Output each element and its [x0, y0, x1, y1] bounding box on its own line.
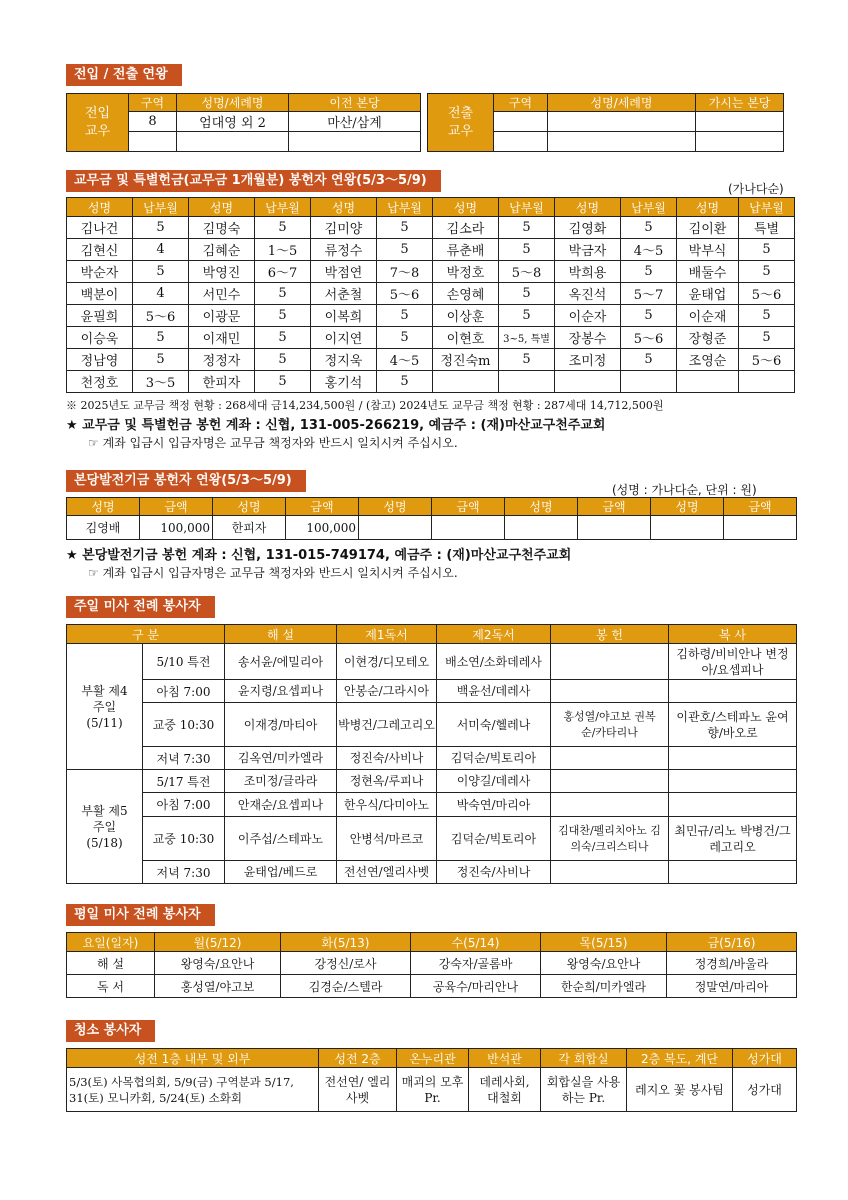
table-row: [67, 371, 795, 393]
volunteer-cell: [551, 861, 669, 884]
donor-name: 조미정: [555, 349, 621, 371]
volunteer-cell: [551, 793, 669, 817]
table-row: [67, 680, 797, 703]
col-header-name: 성명: [67, 198, 133, 217]
transfer-out-label: 전출 교우: [428, 94, 494, 152]
donor-name: 박정호: [433, 261, 499, 283]
mass-time: 아침 7:00: [143, 793, 225, 817]
volunteer-cell: 김경순/스텔라: [281, 975, 411, 998]
volunteer-cell: 김대찬/펠리치아노 김의숙/크리스티나: [551, 817, 669, 861]
donor-name: [505, 516, 578, 540]
sunday-header: 주일 미사 전례 봉사자: [66, 596, 215, 618]
mass-time: 아침 7:00: [143, 680, 225, 703]
col-header-month: 납부월: [739, 198, 795, 217]
paid-month: 5: [133, 327, 189, 349]
volunteer-cell: 정현옥/루피나: [337, 770, 437, 793]
col-header-month: 납부월: [255, 198, 311, 217]
paid-month: 5～6: [133, 305, 189, 327]
volunteer-cell: 한순희/미카엘라: [541, 975, 667, 998]
col-header: 성전 1층 내부 및 외부: [67, 1049, 319, 1068]
table-row: [67, 239, 795, 261]
paid-month: 5: [499, 305, 555, 327]
col-header-name: 성명: [213, 498, 286, 516]
col-header-month: 납부월: [377, 198, 433, 217]
col-header-name: 성명: [651, 498, 724, 516]
donor-name: 박부식: [677, 239, 739, 261]
volunteer-cell: 윤지령/요셉피나: [225, 680, 337, 703]
cleaning-table: [66, 1048, 797, 1112]
table-row: [67, 770, 797, 793]
cell: 마산/삼계: [289, 112, 421, 132]
col-header-amount: 금액: [140, 498, 213, 516]
paid-month: 5: [621, 305, 677, 327]
paid-month: 5: [621, 217, 677, 239]
volunteer-cell: 이재경/마티아: [225, 703, 337, 747]
table-row: [67, 644, 797, 680]
donor-name: 박순자: [67, 261, 133, 283]
paid-month: 5: [377, 327, 433, 349]
row-label: 독 서: [67, 975, 155, 998]
donor-name: 류춘배: [433, 239, 499, 261]
donor-name: 이순자: [555, 305, 621, 327]
paid-month: 5: [739, 327, 795, 349]
table-row: [67, 861, 797, 884]
col-header-amount: 금액: [578, 498, 651, 516]
col-header-name: 성명: [677, 198, 739, 217]
fee-footnote: ※ 2025년도 교무금 책정 현황 : 268세대 금14,234,500원 / (참고) 2024년도 교무금 책정 현황 : 287세대 14,712,500원: [66, 399, 664, 412]
col-header-month: 납부월: [499, 198, 555, 217]
donation-amount: [432, 516, 505, 540]
volunteer-cell: 박병건/그레고리오: [337, 703, 437, 747]
donor-name: 박영진: [189, 261, 255, 283]
col-header-name: 성명: [433, 198, 499, 217]
col-header: 각 회합실: [541, 1049, 627, 1068]
altar-server-cell: [669, 861, 797, 884]
volunteer-cell: 조미정/글라라: [225, 770, 337, 793]
donor-name: 이복희: [311, 305, 377, 327]
donor-name: 정지욱: [311, 349, 377, 371]
paid-month: 5: [133, 261, 189, 283]
col-header: 구역: [494, 94, 548, 112]
col-header: 가시는 본당: [696, 94, 784, 112]
volunteer-cell: 이현경/디모테오: [337, 644, 437, 680]
donor-name: 한피자: [213, 516, 286, 540]
table-row: [67, 283, 795, 305]
volunteer-cell: 안봉순/그라시아: [337, 680, 437, 703]
donor-name: 김영배: [67, 516, 140, 540]
mass-time: 교중 10:30: [143, 817, 225, 861]
volunteer-cell: [551, 644, 669, 680]
paid-month: 4: [133, 239, 189, 261]
table-row: [67, 1068, 797, 1112]
volunteer-cell: [551, 747, 669, 770]
altar-server-cell: 이관호/스테파노 윤여향/바오로: [669, 703, 797, 747]
donor-name: 정남영: [67, 349, 133, 371]
paid-month: 4: [133, 283, 189, 305]
volunteer-cell: 송서윤/에밀리아: [225, 644, 337, 680]
volunteer-cell: 박숙연/마리아: [437, 793, 551, 817]
donation-amount: 100,000: [140, 516, 213, 540]
donor-name: [677, 371, 739, 393]
paid-month: 5: [255, 283, 311, 305]
donor-name: 김혜순: [189, 239, 255, 261]
cleaning-cell: 레지오 꽃 봉사팀: [627, 1068, 733, 1112]
fee-account: ★ 교무금 및 특별헌금 봉헌 계좌 : 신협, 131-005-266219, 예금주 : (재)마산교구천주교회: [66, 418, 606, 433]
paid-month: 1～5: [255, 239, 311, 261]
col-header: 요일(일자): [67, 933, 155, 952]
col-header-name: 성명: [311, 198, 377, 217]
fee-account-note: ☞ 계좌 입금시 입금자명은 교무금 책정자와 반드시 일치시켜 주십시오.: [88, 436, 458, 450]
donor-name: 이순재: [677, 305, 739, 327]
dev-header: 본당발전기금 봉헌자 연왕(5/3～5/9): [66, 470, 306, 492]
altar-server-cell: [669, 747, 797, 770]
cell: [548, 112, 696, 132]
paid-month: 4～5: [621, 239, 677, 261]
col-header: 제1독서: [337, 625, 437, 644]
volunteer-cell: 안재순/요셉피나: [225, 793, 337, 817]
donor-name: 백분이: [67, 283, 133, 305]
col-header: 성명/세례명: [548, 94, 696, 112]
volunteer-cell: 김덕순/빅토리아: [437, 817, 551, 861]
col-header: 성전 2층: [319, 1049, 397, 1068]
donor-name: 옥진석: [555, 283, 621, 305]
paid-month: 5: [739, 261, 795, 283]
col-header-name: 성명: [505, 498, 578, 516]
volunteer-cell: 백윤선/데레사: [437, 680, 551, 703]
fee-table: [66, 197, 795, 393]
transfer-out-table: [427, 93, 784, 152]
volunteer-cell: 김옥연/미카엘라: [225, 747, 337, 770]
col-header-name: 성명: [189, 198, 255, 217]
donation-amount: [724, 516, 797, 540]
volunteer-cell: 홍성열/야고보 권복순/카타리나: [551, 703, 669, 747]
col-header: 목(5/15): [541, 933, 667, 952]
paid-month: 5: [255, 349, 311, 371]
donor-name: 홍기석: [311, 371, 377, 393]
col-header: 봉 헌: [551, 625, 669, 644]
donor-name: 한피자: [189, 371, 255, 393]
paid-month: 5: [739, 239, 795, 261]
donor-name: 배둘수: [677, 261, 739, 283]
paid-month: 5: [499, 217, 555, 239]
table-row: [67, 349, 795, 371]
col-header: 구역: [129, 94, 177, 112]
cell: 8: [129, 112, 177, 132]
cell: 엄대영 외 2: [177, 112, 289, 132]
paid-month: 5: [255, 327, 311, 349]
paid-month: 6～7: [255, 261, 311, 283]
sunday-label: 부활 제5주일 (5/18): [67, 770, 143, 884]
col-header: 성명/세례명: [177, 94, 289, 112]
donor-name: [359, 516, 432, 540]
mass-time: 5/17 특전: [143, 770, 225, 793]
volunteer-cell: 윤태업/베드로: [225, 861, 337, 884]
col-header-name: 성명: [67, 498, 140, 516]
paid-month: 5: [255, 305, 311, 327]
altar-server-cell: 최민규/리노 박병건/그레고리오: [669, 817, 797, 861]
mass-time: 5/10 특전: [143, 644, 225, 680]
col-header: 2층 복도, 계단: [627, 1049, 733, 1068]
dev-unit-note: (성명 : 가나다순, 단위 : 원): [612, 483, 757, 497]
paid-month: 5: [377, 217, 433, 239]
volunteer-cell: [551, 770, 669, 793]
col-header-amount: 금액: [286, 498, 359, 516]
col-header-amount: 금액: [724, 498, 797, 516]
table-row: [67, 516, 797, 540]
donor-name: 이지연: [311, 327, 377, 349]
donor-name: 서민수: [189, 283, 255, 305]
volunteer-cell: 안병석/마르코: [337, 817, 437, 861]
donor-name: 김이환: [677, 217, 739, 239]
table-row: [67, 975, 797, 998]
table-row: [67, 817, 797, 861]
cleaning-cell: 회합실을 사용하는 Pr.: [541, 1068, 627, 1112]
dev-account: ★ 본당발전기금 봉헌 계좌 : 신협, 131-015-749174, 예금주 : (재)마산교구천주교회: [66, 548, 572, 563]
col-header: 반석관: [469, 1049, 541, 1068]
cell: [696, 132, 784, 152]
donor-name: [433, 371, 499, 393]
donor-name: 김미양: [311, 217, 377, 239]
volunteer-cell: 전선연/엘리사벳: [337, 861, 437, 884]
volunteer-cell: 정말연/마리아: [667, 975, 797, 998]
paid-month: 5: [377, 371, 433, 393]
donor-name: 윤필희: [67, 305, 133, 327]
paid-month: 5: [499, 239, 555, 261]
transfer-in-table: [66, 93, 421, 152]
donor-name: 박점연: [311, 261, 377, 283]
row-label: 해 설: [67, 952, 155, 975]
paid-month: 5: [133, 349, 189, 371]
volunteer-cell: 왕영숙/요안나: [155, 952, 281, 975]
volunteer-cell: 왕영숙/요안나: [541, 952, 667, 975]
donation-amount: [578, 516, 651, 540]
paid-month: 3～5: [133, 371, 189, 393]
col-header: 구 분: [67, 625, 225, 644]
donor-name: 박희용: [555, 261, 621, 283]
volunteer-cell: 서미숙/헬레나: [437, 703, 551, 747]
volunteer-cell: 이양길/데레사: [437, 770, 551, 793]
donor-name: 윤태업: [677, 283, 739, 305]
donor-name: 이현호: [433, 327, 499, 349]
col-header: 온누리관: [397, 1049, 469, 1068]
cell: [289, 132, 421, 152]
paid-month: 7～8: [377, 261, 433, 283]
volunteer-cell: 공육수/마리안나: [411, 975, 541, 998]
donor-name: 이광문: [189, 305, 255, 327]
donor-name: 이재민: [189, 327, 255, 349]
cleaning-header: 청소 봉사자: [66, 1020, 155, 1042]
donor-name: 장봉수: [555, 327, 621, 349]
donation-amount: 100,000: [286, 516, 359, 540]
table-row: [67, 793, 797, 817]
volunteer-cell: 홍성열/야고보: [155, 975, 281, 998]
donor-name: 김나건: [67, 217, 133, 239]
donor-name: 서춘철: [311, 283, 377, 305]
header-row: [67, 1049, 797, 1068]
donor-name: 이상훈: [433, 305, 499, 327]
header-row: [67, 933, 797, 952]
donor-name: 이승욱: [67, 327, 133, 349]
volunteer-cell: 김덕순/빅토리아: [437, 747, 551, 770]
fee-order-note: (가나다순): [728, 182, 784, 196]
paid-month: [621, 371, 677, 393]
paid-month: 3~5, 특별: [499, 327, 555, 349]
transfer-in-label: 전입 교우: [67, 94, 129, 152]
paid-month: 5: [499, 349, 555, 371]
paid-month: 5～6: [377, 283, 433, 305]
paid-month: 특별: [739, 217, 795, 239]
altar-server-cell: [669, 793, 797, 817]
paid-month: 5～8: [499, 261, 555, 283]
donor-name: 김명숙: [189, 217, 255, 239]
donor-name: [555, 371, 621, 393]
weekday-mass-table: [66, 932, 797, 998]
paid-month: 5: [255, 371, 311, 393]
paid-month: 5～6: [739, 283, 795, 305]
donor-name: 김영화: [555, 217, 621, 239]
paid-month: [739, 371, 795, 393]
col-header: 월(5/12): [155, 933, 281, 952]
volunteer-cell: 한우식/다미아노: [337, 793, 437, 817]
cell: [696, 112, 784, 132]
donor-name: 김소라: [433, 217, 499, 239]
paid-month: 5: [133, 217, 189, 239]
donor-name: 류정수: [311, 239, 377, 261]
paid-month: 4～5: [377, 349, 433, 371]
donor-name: 천정호: [67, 371, 133, 393]
paid-month: 5: [621, 261, 677, 283]
sunday-label: 부활 제4주일 (5/11): [67, 644, 143, 770]
altar-server-cell: 김하령/비비안나 변정아/요셉피나: [669, 644, 797, 680]
cell: [494, 132, 548, 152]
donor-name: 조영순: [677, 349, 739, 371]
col-header: 화(5/13): [281, 933, 411, 952]
paid-month: 5: [255, 217, 311, 239]
table-row: [67, 217, 795, 239]
altar-server-cell: [669, 680, 797, 703]
sunday-mass-table: [66, 624, 797, 884]
paid-month: 5: [377, 305, 433, 327]
donor-name: 정진숙m: [433, 349, 499, 371]
mass-time: 교중 10:30: [143, 703, 225, 747]
cell: [494, 112, 548, 132]
paid-month: 5: [621, 349, 677, 371]
paid-month: 5～7: [621, 283, 677, 305]
col-header: 성가대: [733, 1049, 797, 1068]
paid-month: [499, 371, 555, 393]
cell: [548, 132, 696, 152]
cleaning-cell: 전선연/ 엘리사벳: [319, 1068, 397, 1112]
donor-name: 손영혜: [433, 283, 499, 305]
col-header: 수(5/14): [411, 933, 541, 952]
paid-month: 5: [739, 305, 795, 327]
col-header: 이전 본당: [289, 94, 421, 112]
col-header-amount: 금액: [432, 498, 505, 516]
volunteer-cell: 배소연/소화데레사: [437, 644, 551, 680]
col-header: 금(5/16): [667, 933, 797, 952]
weekday-header: 평일 미사 전례 봉사자: [66, 904, 215, 926]
dev-account-note: ☞ 계좌 입금시 입금자명은 교무금 책정자와 반드시 일치시켜 주십시오.: [88, 566, 458, 580]
col-header-name: 성명: [555, 198, 621, 217]
table-row: [67, 327, 795, 349]
cleaning-cell: 5/3(토) 사목협의회, 5/9(금) 구역분과 5/17, 31(토) 모니카회, 5/24(토) 소화회: [67, 1068, 319, 1112]
col-header-month: 납부월: [621, 198, 677, 217]
cleaning-cell: 데레사회, 대철회: [469, 1068, 541, 1112]
paid-month: 5～6: [621, 327, 677, 349]
col-header: 복 사: [669, 625, 797, 644]
donor-name: 박금자: [555, 239, 621, 261]
col-header: 제2독서: [437, 625, 551, 644]
volunteer-cell: 강숙자/골롬바: [411, 952, 541, 975]
cell: [177, 132, 289, 152]
donor-name: 장형준: [677, 327, 739, 349]
mass-time: 저녁 7:30: [143, 861, 225, 884]
table-row: [67, 703, 797, 747]
mass-time: 저녁 7:30: [143, 747, 225, 770]
paid-month: 5: [377, 239, 433, 261]
donor-name: 김현신: [67, 239, 133, 261]
paid-month: 5～6: [739, 349, 795, 371]
altar-server-cell: [669, 770, 797, 793]
donor-name: [651, 516, 724, 540]
transfer-header: 전입 / 전출 연왕: [66, 64, 182, 86]
cleaning-cell: 성가대: [733, 1068, 797, 1112]
col-header-name: 성명: [359, 498, 432, 516]
volunteer-cell: 이주섭/스테파노: [225, 817, 337, 861]
fee-header: 교무금 및 특별헌금(교무금 1개월분) 봉헌자 연왕(5/3～5/9): [66, 170, 441, 192]
volunteer-cell: 정진숙/사비나: [437, 861, 551, 884]
cleaning-cell: 매괴의 모후 Pr.: [397, 1068, 469, 1112]
table-row: [67, 747, 797, 770]
dev-table: [66, 497, 797, 540]
volunteer-cell: 정진숙/사비나: [337, 747, 437, 770]
table-row: [67, 261, 795, 283]
paid-month: 5: [499, 283, 555, 305]
table-row: [67, 305, 795, 327]
donor-name: 정정자: [189, 349, 255, 371]
volunteer-cell: [551, 680, 669, 703]
volunteer-cell: 정경희/바울라: [667, 952, 797, 975]
col-header-month: 납부월: [133, 198, 189, 217]
volunteer-cell: 강정신/로사: [281, 952, 411, 975]
col-header: 해 설: [225, 625, 337, 644]
cell: [129, 132, 177, 152]
table-row: [67, 952, 797, 975]
